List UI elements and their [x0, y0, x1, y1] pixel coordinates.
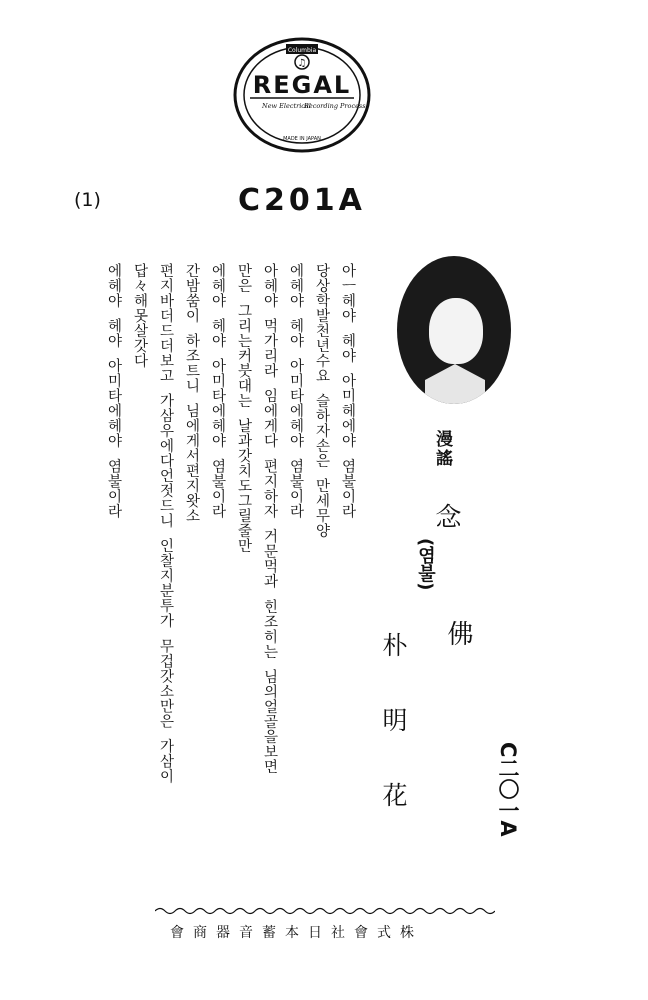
- logo-left-text: New Electrical: [262, 102, 311, 110]
- lyric-line-10: 에헤야 헤야 아미타에헤야 염불이라: [105, 263, 122, 519]
- logo-right-text: Recording Process: [304, 102, 366, 110]
- song-genre: 漫謠: [432, 430, 452, 468]
- logo-bottom-text: MADE IN JAPAN: [283, 136, 321, 142]
- logo-top-mark: Columbia: [287, 47, 317, 54]
- lyric-line-2: 당상학발천년수요 슬하자손은 만세무양: [313, 263, 330, 539]
- song-title-char-2: 佛: [443, 620, 473, 646]
- lyric-line-6: 에헤야 헤야 아미타에헤야 염불이라: [209, 263, 226, 519]
- song-title-reading: (염불): [415, 538, 436, 591]
- logo-brand: REGAL: [252, 71, 352, 99]
- lyric-line-8: 편지바더드더보고 가삼우에다언젓드니 인찰지분투가 무겁갓소만은 가삼이: [157, 263, 174, 784]
- song-title-char-1: 念: [431, 503, 461, 529]
- lyric-line-1: 아ㅡ헤야 헤야 아미헤에야 염불이라: [339, 263, 356, 519]
- footer-wavy-rule: [155, 906, 495, 916]
- catalog-number-top: C201A: [238, 183, 366, 218]
- catalog-number-side: C二〇一A: [496, 742, 520, 837]
- publisher-footer: 會商器音蓄本日社會式株: [170, 925, 423, 941]
- singer-portrait: [397, 256, 511, 404]
- lyric-line-9: 답々해못살갓다: [131, 263, 148, 368]
- lyric-line-3: 에헤야 헤야 아미타에헤야 염불이라: [287, 263, 304, 519]
- singer-name: 朴明花: [379, 632, 408, 857]
- regal-logo: [232, 36, 372, 154]
- lyric-line-4: 아헤야 먹가리라 임에게다 편지하자 거문먹과 힌조히는 님의얼골을보면: [261, 263, 278, 775]
- lyric-line-5: 만은 그리는커붓대는 날과갓치도그릴줄만: [235, 263, 252, 554]
- svg-text:♫: ♫: [297, 58, 307, 69]
- lyric-line-7: 간밤쑴이 하조트니 님에게서편지왓소: [183, 263, 200, 524]
- page-number: (1): [74, 189, 101, 211]
